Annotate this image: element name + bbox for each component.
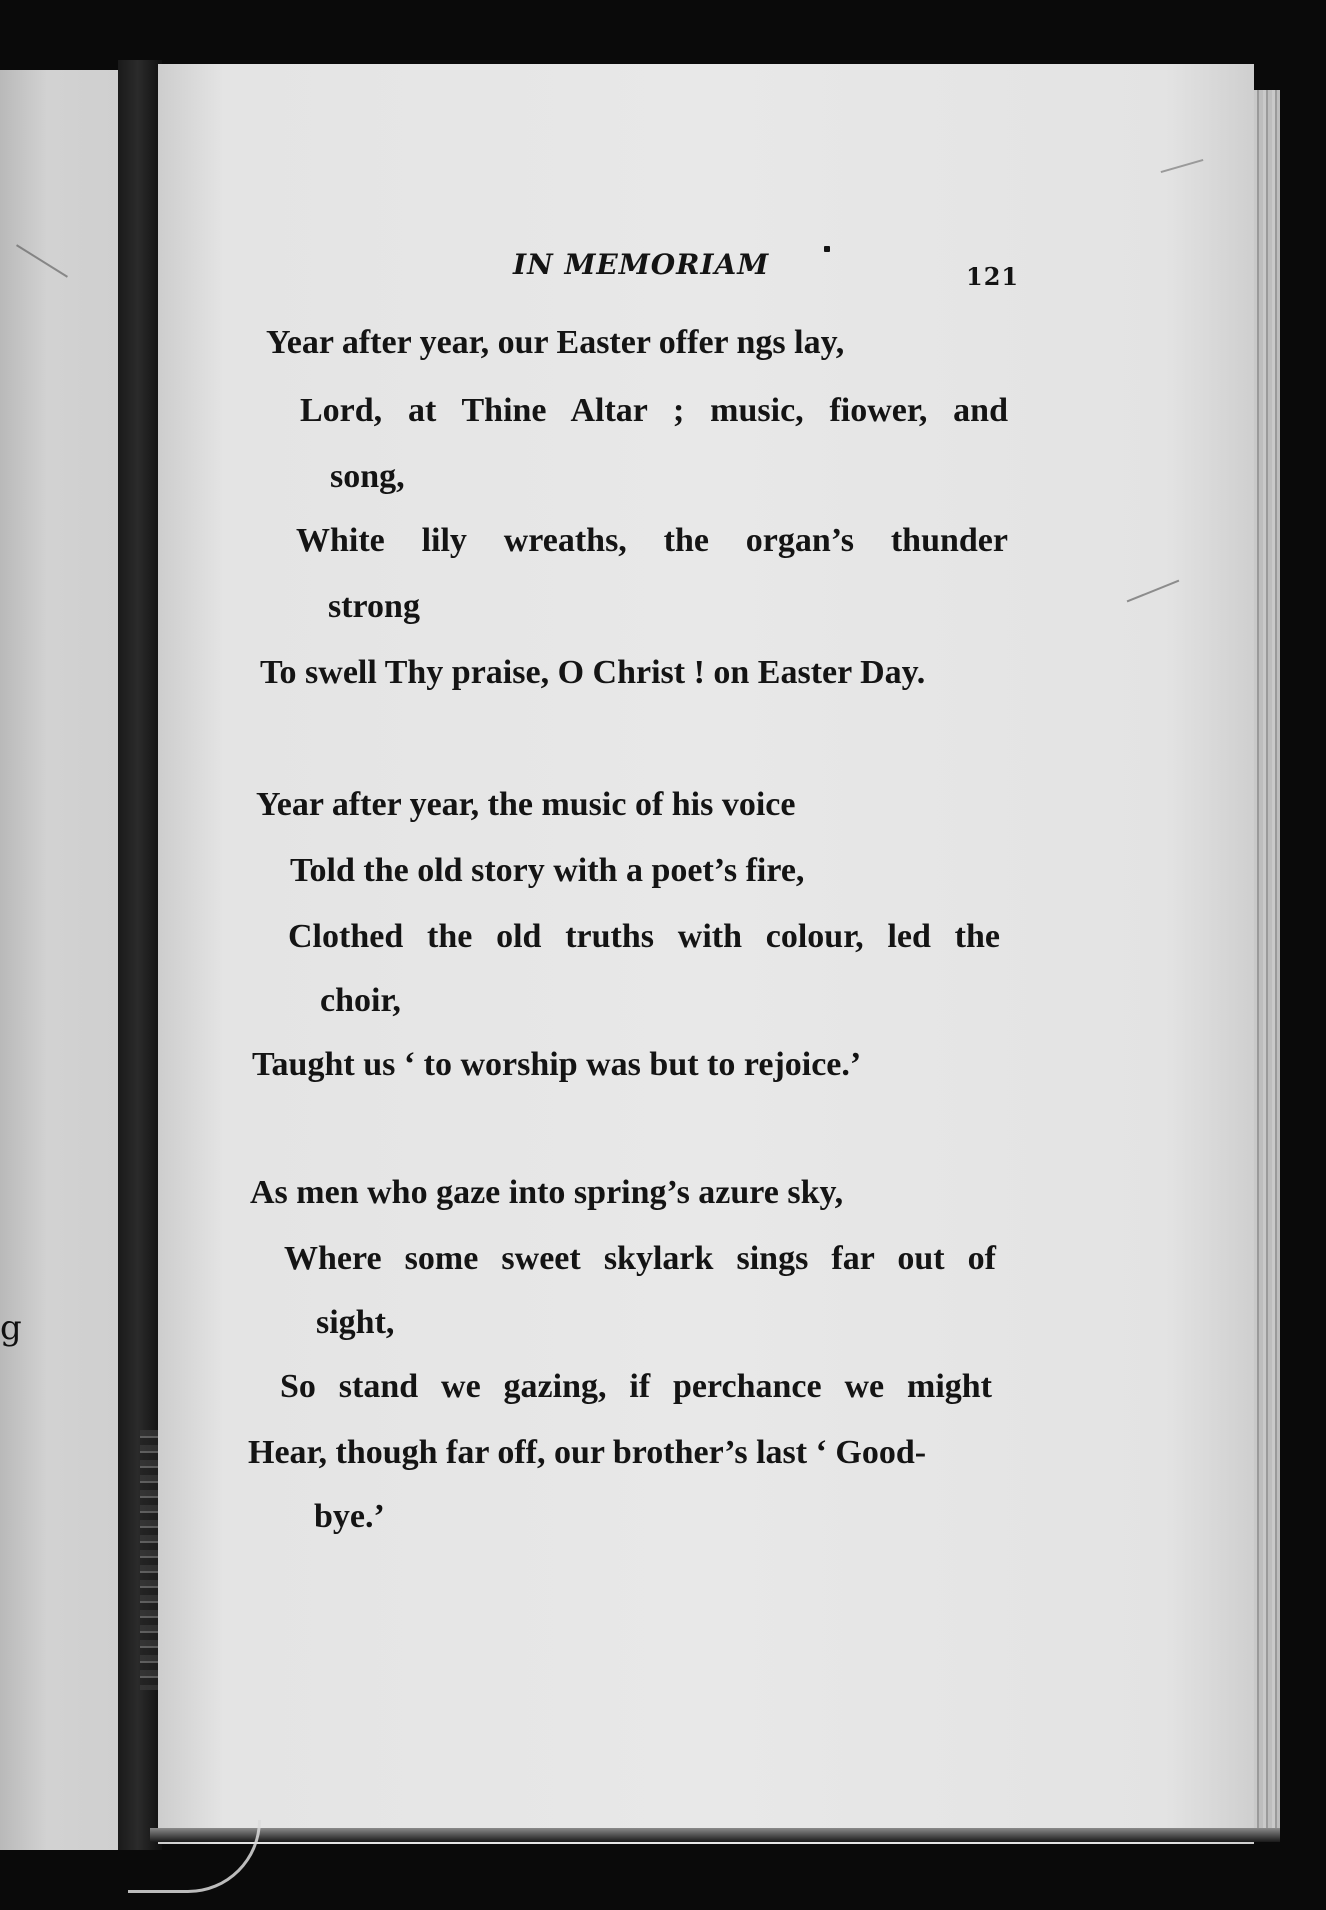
page-bottom-edge	[150, 1828, 1280, 1842]
left-facing-page	[0, 70, 118, 1850]
poem-line: Hear, though far off, our brother’s last ‘ Good-	[248, 1434, 927, 1471]
poem-line: Year after year, the music of his voice	[256, 786, 796, 823]
poem-line: Clothed the old truths with colour, led the	[288, 918, 1000, 955]
poem-line: Taught us ‘ to worship was but to rejoice.’	[252, 1046, 862, 1083]
poem-line: So stand we gazing, if perchance we might	[280, 1368, 992, 1405]
poem-line: sight,	[316, 1304, 395, 1341]
poem-line: Year after year, our Easter offer ngs lay,	[266, 324, 845, 361]
poem-line: Lord, at Thine Altar ; music, fiower, and	[300, 392, 1008, 429]
page-number: 121	[966, 262, 1020, 291]
running-head: IN MEMORIAM	[513, 248, 770, 281]
page-edge-stack	[1254, 90, 1280, 1840]
poem-line: To swell Thy praise, O Christ ! on Easter Day.	[260, 654, 926, 691]
poem-line: As men who gaze into spring’s azure sky,	[250, 1174, 844, 1211]
poem-line: Told the old story with a poet’s fire,	[290, 852, 805, 889]
page-scratch-mark	[16, 244, 68, 277]
curled-page-corner	[128, 1820, 261, 1893]
left-page-text-fragment: g	[0, 1308, 22, 1348]
poem-line: strong	[328, 588, 420, 625]
poem-line: choir,	[320, 982, 401, 1019]
poem-line: song,	[330, 458, 405, 495]
poem-line: White lily wreaths, the organ’s thunder	[296, 522, 1008, 559]
header-ink-dot	[824, 246, 830, 252]
poem-line: bye.’	[314, 1498, 385, 1535]
poem-line: Where some sweet skylark sings far out of	[284, 1240, 996, 1277]
